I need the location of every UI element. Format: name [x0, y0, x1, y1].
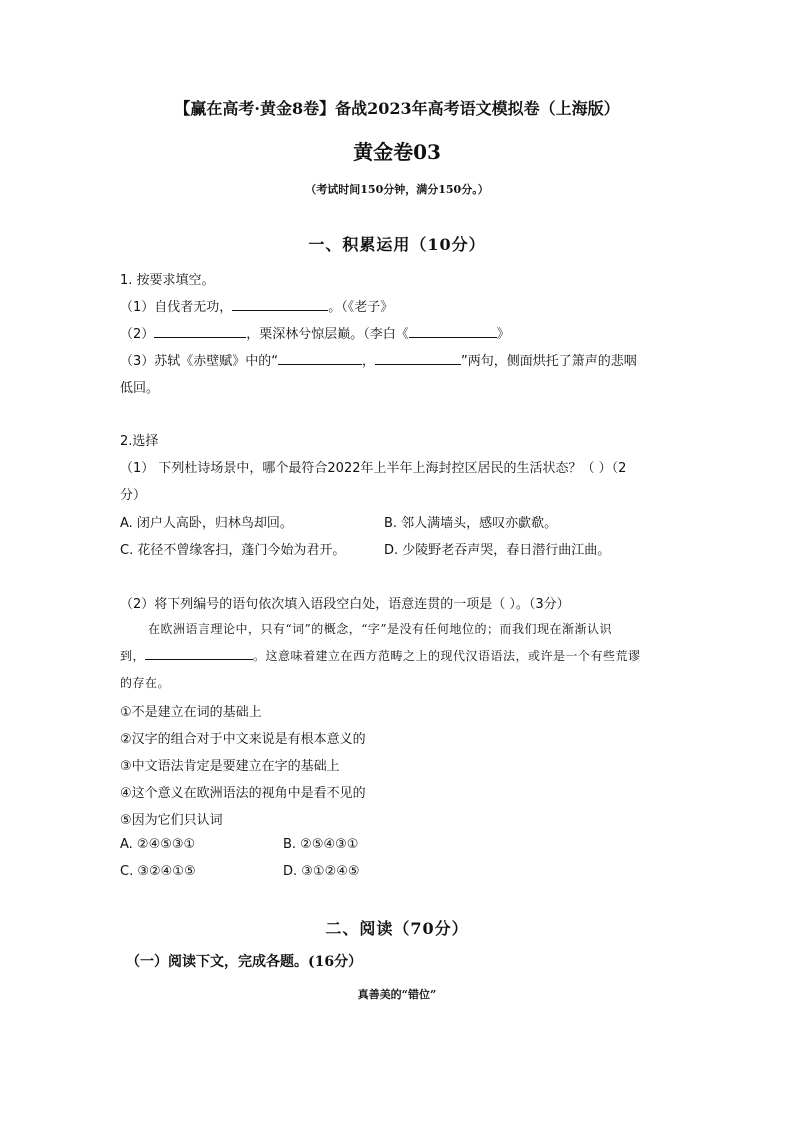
passage-line1: 在欧洲语言理论中，只有“词”的概念，“字”是没有任何地位的；而我们现在渐渐认识 [148, 622, 613, 636]
q1-l2-suffix: 》 [496, 327, 510, 342]
list-item: ②汉字的组合对于中文来说是有根本意义的 [120, 732, 366, 747]
fill-blank[interactable] [232, 298, 328, 311]
fill-blank[interactable] [278, 352, 362, 365]
q1-l1-prefix: （1）自伐者无功， [120, 300, 233, 315]
passage-line3: 的存在。 [120, 676, 171, 690]
q1-line3-cont: 低回。 [120, 381, 160, 396]
q1-l2-prefix: （2） [120, 327, 155, 342]
series-title: 【赢在高考·黄金8卷】备战2023年高考语文模拟卷（上海版） [174, 99, 620, 118]
q1-l3-prefix: （3）苏轼《赤壁赋》中的“ [120, 354, 279, 369]
q1-stem: 1. 按要求填空。 [120, 273, 215, 288]
q2-p1-line1: （1） 下列杜诗场景中，哪个最符合2022年上半年上海封控区居民的生活状态？（ ）（2 [120, 461, 627, 476]
option-d[interactable]: D. ③①②④⑤ [283, 864, 360, 879]
option-c[interactable]: C. 花径不曾缘客扫，蓬门今始为君开。 [120, 543, 346, 558]
q2-stem: 2.选择 [120, 434, 159, 449]
fill-blank[interactable] [409, 325, 497, 338]
option-a[interactable]: A. ②④⑤③① [120, 837, 196, 852]
fill-blank[interactable] [375, 352, 461, 365]
q1-line3 [120, 350, 637, 369]
q2-p1-line2: 分） [120, 488, 147, 503]
section1-heading: 一、积累运用（10分） [308, 235, 486, 254]
paper-title: 黄金卷03 [353, 140, 441, 164]
list-item: ①不是建立在词的基础上 [120, 705, 262, 720]
fill-blank[interactable] [154, 325, 246, 338]
q1-l3-suffix: ”两句，侧面烘托了箫声的悲咽 [461, 354, 637, 369]
q2-p2-stem: （2）将下列编号的语句依次填入语段空白处，语意连贯的一项是（ ）。（3分） [120, 597, 570, 612]
list-item: ④这个意义在欧洲语法的视角中是看不见的 [120, 786, 366, 801]
exam-note: （考试时间150分钟，满分150分。） [305, 183, 489, 196]
article-title: 真善美的“错位” [357, 988, 437, 1001]
option-b[interactable]: B. 邻人满墙头，感叹亦歔欷。 [384, 516, 558, 531]
option-d[interactable]: D. 少陵野老吞声哭，春日潜行曲江曲。 [384, 543, 611, 558]
q1-line2 [120, 323, 510, 342]
passage-l2-suffix: 。这意味着建立在西方范畴之上的现代汉语语法，或许是一个有些荒谬 [253, 649, 641, 663]
option-c[interactable]: C. ③②④①⑤ [120, 864, 196, 879]
passage-line2 [120, 647, 641, 664]
option-b[interactable]: B. ②⑤④③① [283, 837, 359, 852]
q1-line1 [120, 296, 393, 315]
fill-blank[interactable] [145, 647, 253, 660]
q1-l2-mid: ，栗深林兮惊层巅。（李白《 [246, 327, 409, 342]
list-item: ③中文语法肯定是要建立在字的基础上 [120, 759, 340, 774]
section2-heading: 二、阅读（70分） [325, 919, 469, 938]
list-item: ⑤因为它们只认词 [120, 813, 223, 828]
q1-l1-suffix: 。（《老子》 [328, 300, 394, 315]
q1-l3-sep: ， [362, 354, 376, 369]
option-a[interactable]: A. 闭户人高卧，归林鸟却回。 [120, 516, 293, 531]
passage-l2-prefix: 到， [120, 649, 146, 663]
section2-subheading: （一）阅读下文，完成各题。(16分） [126, 954, 363, 970]
